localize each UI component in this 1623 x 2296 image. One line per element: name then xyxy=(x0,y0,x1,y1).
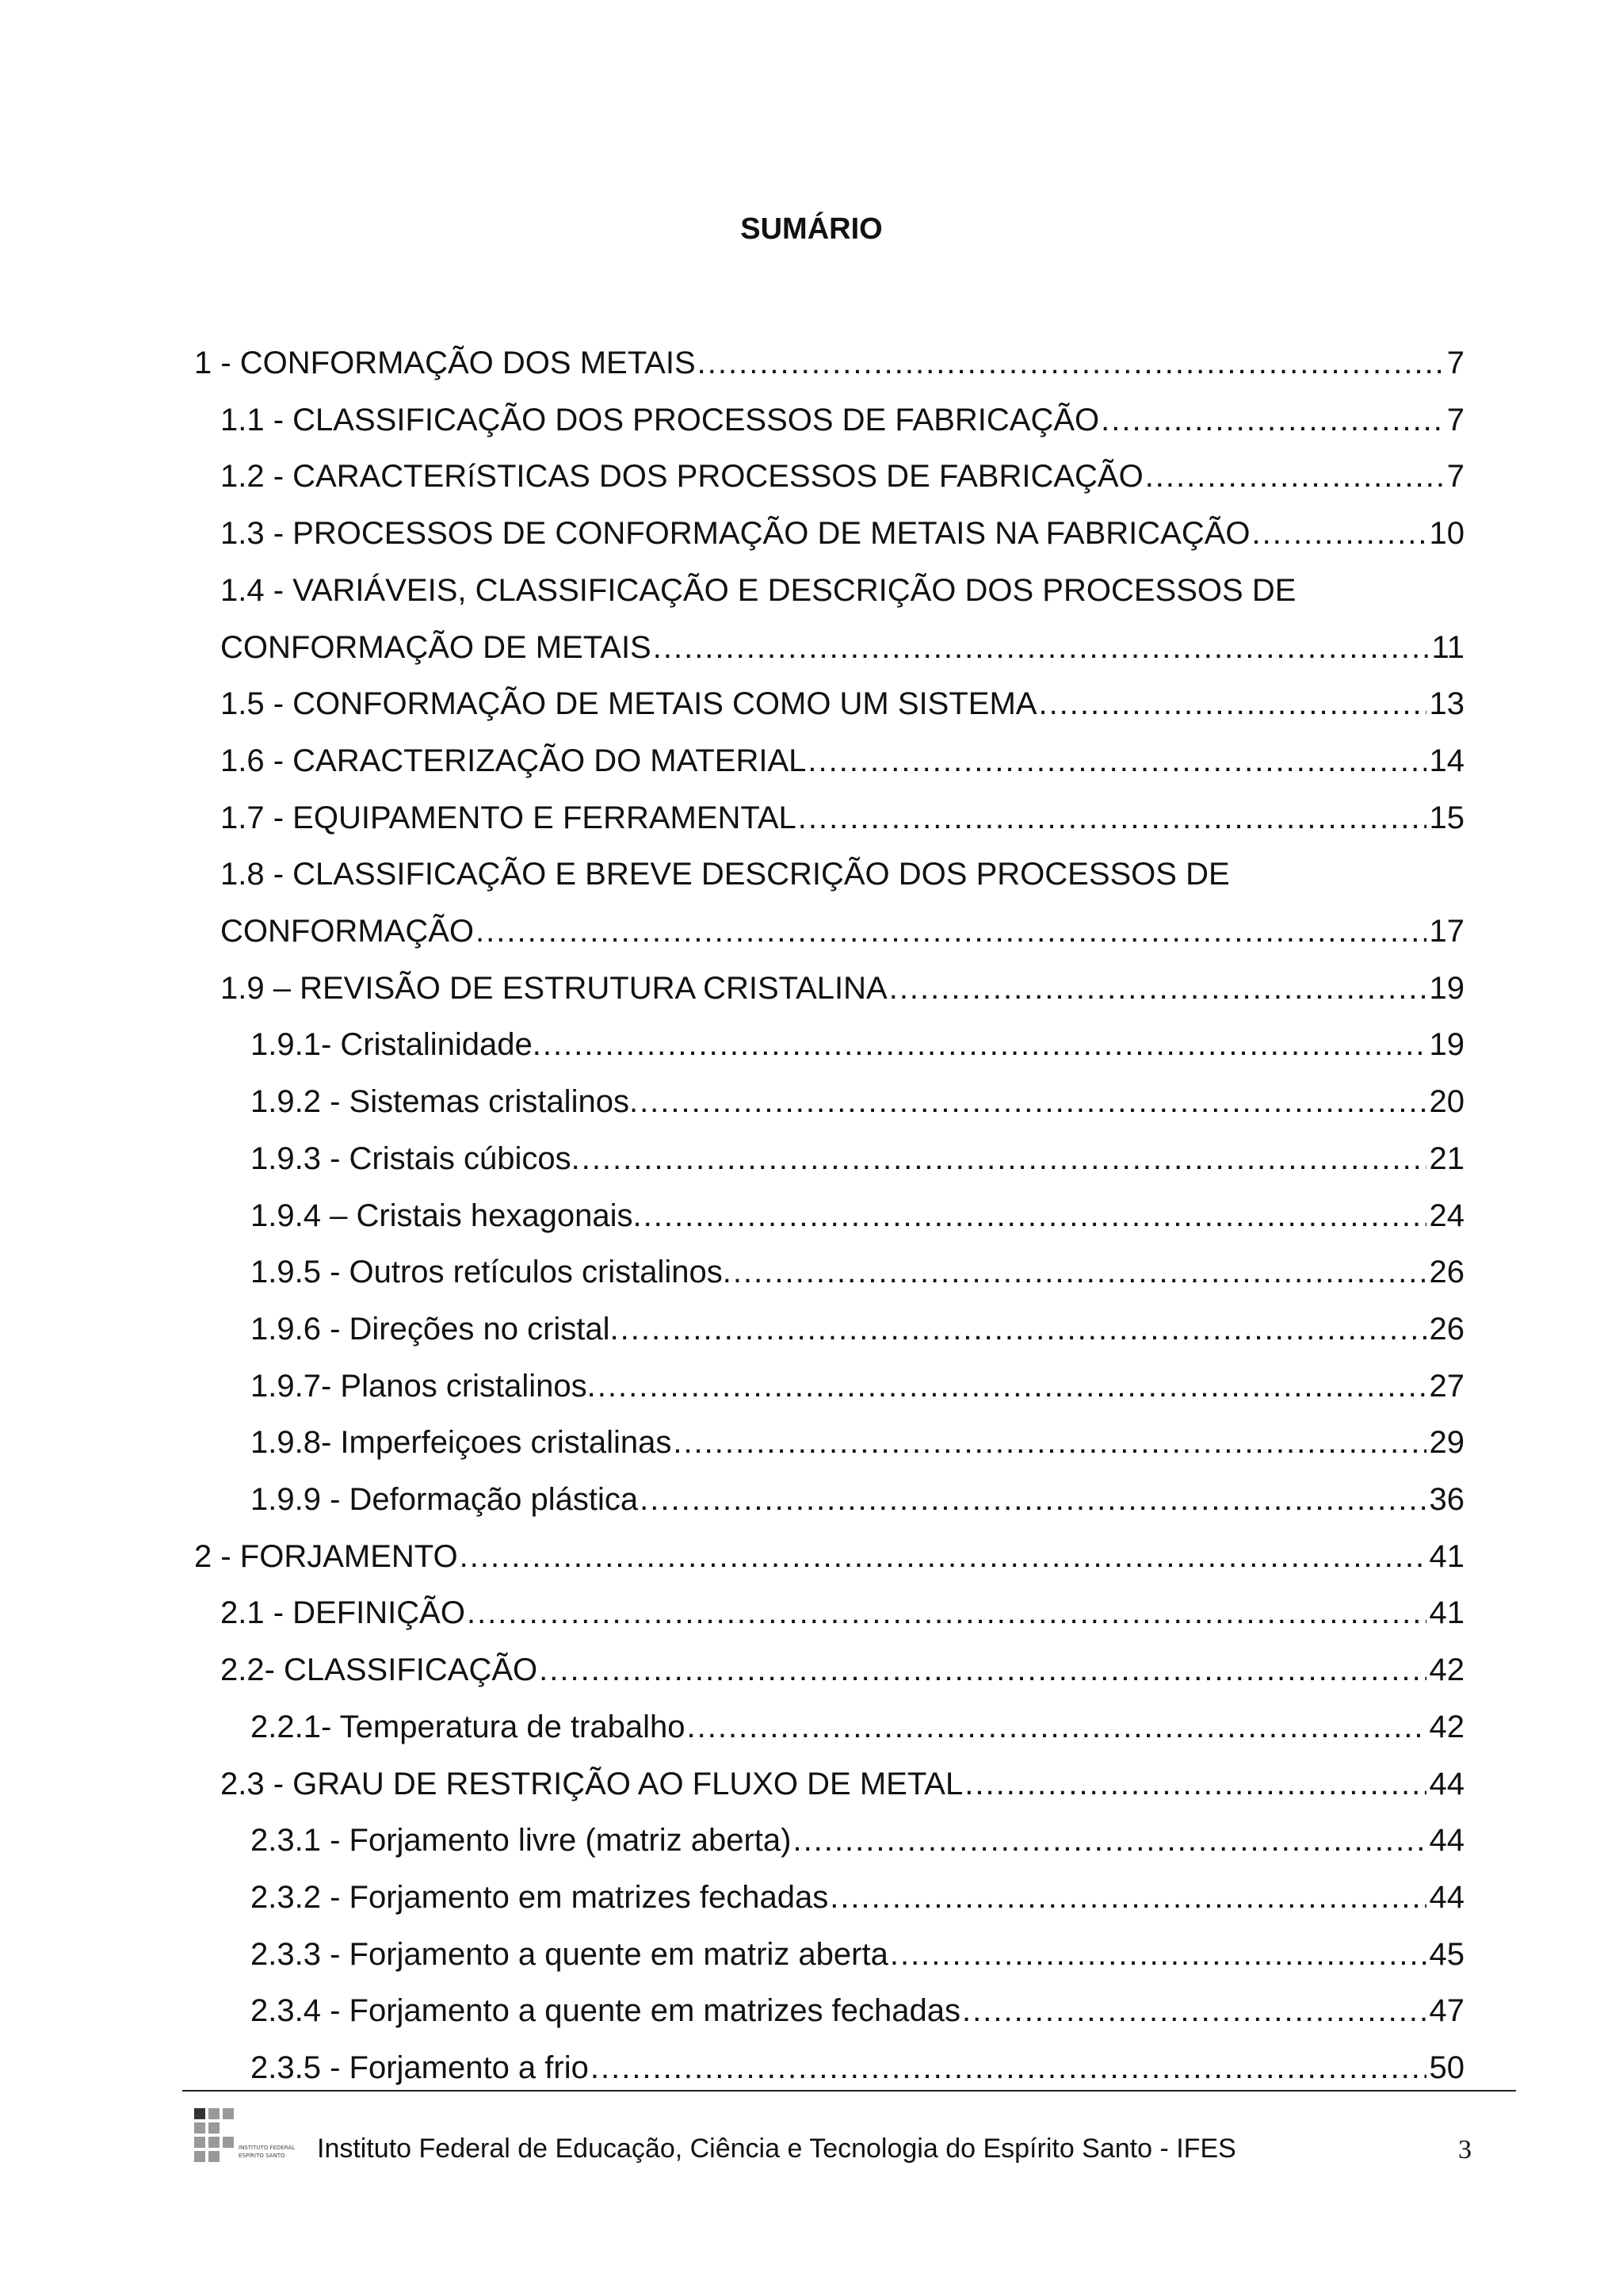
toc-leader-dots xyxy=(640,1078,1426,1125)
footer-institution: Instituto Federal de Educação, Ciência e Tecnologia do Espírito Santo - IFES xyxy=(317,2134,1236,2164)
svg-text:ESPÍRITO SANTO: ESPÍRITO SANTO xyxy=(239,2153,285,2159)
toc-leader-dots xyxy=(640,1476,1426,1523)
toc-entry[interactable] xyxy=(194,1533,1465,1580)
toc-entry-page: 44 xyxy=(1429,1823,1465,1859)
toc-entry-label: 2 - FORJAMENTO xyxy=(194,1538,458,1574)
toc-entry[interactable] xyxy=(194,339,1465,387)
toc-entry-page: 24 xyxy=(1429,1198,1465,1233)
toc-entry[interactable] xyxy=(250,1419,1465,1466)
toc-entry-page: 19 xyxy=(1429,970,1465,1006)
toc-leader-dots xyxy=(1145,453,1444,500)
toc-entry[interactable] xyxy=(220,737,1465,785)
toc-entry[interactable] xyxy=(220,510,1465,557)
toc-entry-page: 42 xyxy=(1429,1652,1465,1688)
toc-entry-label: 2.3 - GRAU DE RESTRIÇÃO AO FLUXO DE METAL xyxy=(220,1766,964,1801)
toc-entry[interactable] xyxy=(250,1931,1465,1978)
toc-entry-page: 44 xyxy=(1429,1879,1465,1915)
toc-entry-page: 44 xyxy=(1429,1766,1465,1801)
toc-entry-page: 15 xyxy=(1429,800,1465,835)
toc-entry-label: 1.9.4 – Cristais hexagonais. xyxy=(250,1198,642,1233)
toc-leader-dots xyxy=(733,1248,1426,1296)
toc-entry-label: 1.9.1- Cristalinidade. xyxy=(250,1027,541,1063)
toc-entry[interactable] xyxy=(220,396,1465,444)
toc-entry[interactable] xyxy=(220,965,1465,1012)
toc-leader-dots xyxy=(830,1874,1426,1921)
toc-entry[interactable] xyxy=(250,1248,1465,1296)
toc-entry-label: CONFORMAÇÃO DE METAIS xyxy=(220,629,651,665)
toc-entry[interactable] xyxy=(220,850,1465,898)
toc-entry[interactable] xyxy=(220,1760,1465,1808)
toc-entry-label: 1.7 - EQUIPAMENTO E FERRAMENTAL xyxy=(220,800,796,835)
toc-entry-label: 2.3.2 - Forjamento em matrizes fechadas xyxy=(250,1879,829,1915)
toc-entry[interactable] xyxy=(250,1135,1465,1182)
toc-entry-page: 45 xyxy=(1429,1936,1465,1972)
toc-leader-dots xyxy=(889,965,1426,1012)
toc-entry-page: 10 xyxy=(1429,516,1465,552)
toc-entry-label: 1.9.5 - Outros retículos cristalinos. xyxy=(250,1255,731,1290)
page-number: 3 xyxy=(1458,2135,1472,2164)
toc-entry-label: 2.1 - DEFINIÇÃO xyxy=(220,1595,465,1631)
toc-entry-page: 7 xyxy=(1446,459,1465,495)
toc-entry-label: 1.6 - CARACTERIZAÇÃO DO MATERIAL xyxy=(220,743,807,778)
toc-entry-page: 17 xyxy=(1429,914,1465,949)
ifes-logo xyxy=(194,2108,297,2164)
toc-entry-page: 36 xyxy=(1429,1482,1465,1517)
toc-entry[interactable] xyxy=(250,1476,1465,1523)
toc-entry-page: 29 xyxy=(1429,1425,1465,1461)
toc-leader-dots xyxy=(1038,680,1426,728)
toc-entry-label: 2.3.5 - Forjamento a frio xyxy=(250,2050,589,2085)
toc-leader-dots xyxy=(808,737,1426,785)
toc-leader-dots xyxy=(1101,396,1444,444)
toc-leader-dots xyxy=(598,1362,1426,1410)
toc-entry-page: 47 xyxy=(1429,1993,1465,2029)
toc-entry-label: 1.3 - PROCESSOS DE CONFORMAÇÃO DE METAIS NA FABRICAÇÃO xyxy=(220,516,1251,552)
toc-entry-page: 13 xyxy=(1429,686,1465,722)
toc-entry[interactable] xyxy=(250,1987,1465,2034)
toc-leader-dots xyxy=(673,1419,1426,1466)
toc-entry-page: 14 xyxy=(1429,743,1465,778)
toc-leader-dots xyxy=(1252,510,1426,557)
toc-entry-label: 1.9.2 - Sistemas cristalinos. xyxy=(250,1084,639,1120)
toc-entry-page: 50 xyxy=(1429,2050,1465,2085)
toc-entry[interactable] xyxy=(250,1305,1465,1353)
toc-entry[interactable] xyxy=(220,624,1465,671)
toc-entry[interactable] xyxy=(250,2044,1465,2092)
toc-entry-page: 41 xyxy=(1429,1595,1465,1631)
toc-leader-dots xyxy=(460,1533,1426,1580)
toc-entry[interactable] xyxy=(220,1589,1465,1637)
toc-entry[interactable] xyxy=(250,1874,1465,1921)
toc-entry-label: 1.9.3 - Cristais cúbicos. xyxy=(250,1140,580,1176)
toc-entry-label: 1.9 – REVISÃO DE ESTRUTURA CRISTALINA xyxy=(220,970,888,1006)
toc-entry-label: 1.9.9 - Deformação plástica xyxy=(250,1482,639,1517)
toc-leader-dots xyxy=(697,339,1444,387)
toc-entry-label: 2.3.4 - Forjamento a quente em matrizes fechadas xyxy=(250,1993,961,2029)
toc-entry-page: 26 xyxy=(1429,1311,1465,1347)
toc-entry-page: 7 xyxy=(1446,402,1465,437)
toc-entry-page: 26 xyxy=(1429,1255,1465,1290)
toc-leader-dots xyxy=(798,794,1426,842)
toc-entry[interactable] xyxy=(250,1817,1465,1864)
toc-entry[interactable] xyxy=(220,680,1465,728)
toc-entry[interactable] xyxy=(250,1021,1465,1068)
toc-leader-dots xyxy=(467,1589,1426,1637)
toc-leader-dots xyxy=(475,907,1426,955)
toc-entry-label: CONFORMAÇÃO xyxy=(220,914,474,949)
page-title: SUMÁRIO xyxy=(740,212,883,246)
toc-entry-page: 21 xyxy=(1429,1140,1465,1176)
toc-entry[interactable] xyxy=(250,1192,1465,1240)
toc-leader-dots xyxy=(792,1817,1426,1864)
toc-entry[interactable] xyxy=(220,567,1465,614)
toc-leader-dots xyxy=(543,1021,1426,1068)
toc-entry[interactable] xyxy=(250,1362,1465,1410)
toc-leader-dots xyxy=(621,1305,1426,1353)
toc-entry[interactable] xyxy=(250,1078,1465,1125)
toc-entry-label: 2.2.1- Temperatura de trabalho xyxy=(250,1709,685,1744)
toc-leader-dots xyxy=(687,1703,1426,1751)
toc-entry-label: 1 - CONFORMAÇÃO DOS METAIS xyxy=(194,346,696,380)
toc-entry-label: 1.2 - CARACTERíSTICAS DOS PROCESSOS DE FABRICAÇÃO xyxy=(220,459,1144,495)
toc-entry-label: 1.4 - VARIÁVEIS, CLASSIFICAÇÃO E DESCRIÇÃO DOS PROCESSOS DE xyxy=(220,572,1296,608)
toc-entry-label: 1.9.7- Planos cristalinos. xyxy=(250,1368,596,1404)
toc-entry-page: 7 xyxy=(1446,346,1465,380)
toc-entry-page: 20 xyxy=(1429,1084,1465,1120)
toc-entry-label: 1.8 - CLASSIFICAÇÃO E BREVE DESCRIÇÃO DOS PROCESSOS DE xyxy=(220,857,1230,892)
toc-entry[interactable] xyxy=(250,1703,1465,1751)
toc-entry-label: 1.5 - CONFORMAÇÃO DE METAIS COMO UM SISTEMA xyxy=(220,686,1037,722)
svg-text:INSTITUTO FEDERAL: INSTITUTO FEDERAL xyxy=(239,2145,296,2151)
toc-entry[interactable] xyxy=(220,907,1465,955)
toc-entry-page: 27 xyxy=(1429,1368,1465,1404)
toc-leader-dots xyxy=(643,1192,1426,1240)
toc-entry-label: 1.1 - CLASSIFICAÇÃO DOS PROCESSOS DE FABRICAÇÃO xyxy=(220,402,1100,437)
toc-leader-dots xyxy=(582,1135,1426,1182)
toc-entry-label: 2.2- CLASSIFICAÇÃO xyxy=(220,1652,538,1688)
toc-entry[interactable] xyxy=(220,794,1465,842)
toc-leader-dots xyxy=(962,1987,1426,2034)
toc-entry-label: 2.3.3 - Forjamento a quente em matriz aberta xyxy=(250,1936,888,1972)
toc-entry-page: 11 xyxy=(1431,629,1465,665)
toc-leader-dots xyxy=(653,624,1429,671)
toc-entry-label: 1.9.8- Imperfeiçoes cristalinas xyxy=(250,1425,672,1461)
toc-entry-label: 2.3.1 - Forjamento livre (matriz aberta) xyxy=(250,1823,792,1859)
toc-entry[interactable] xyxy=(220,1646,1465,1694)
toc-leader-dots xyxy=(539,1646,1426,1694)
toc-entry-page: 42 xyxy=(1429,1709,1465,1744)
toc-entry-page: 19 xyxy=(1429,1027,1465,1063)
toc-entry-page: 41 xyxy=(1429,1538,1465,1574)
toc-leader-dots xyxy=(590,2044,1426,2092)
toc-leader-dots xyxy=(890,1931,1426,1978)
footer-divider xyxy=(182,2090,1516,2092)
toc-entry[interactable] xyxy=(220,453,1465,500)
toc-leader-dots xyxy=(964,1760,1426,1808)
toc-entry-label: 1.9.6 - Direções no cristal. xyxy=(250,1311,619,1347)
